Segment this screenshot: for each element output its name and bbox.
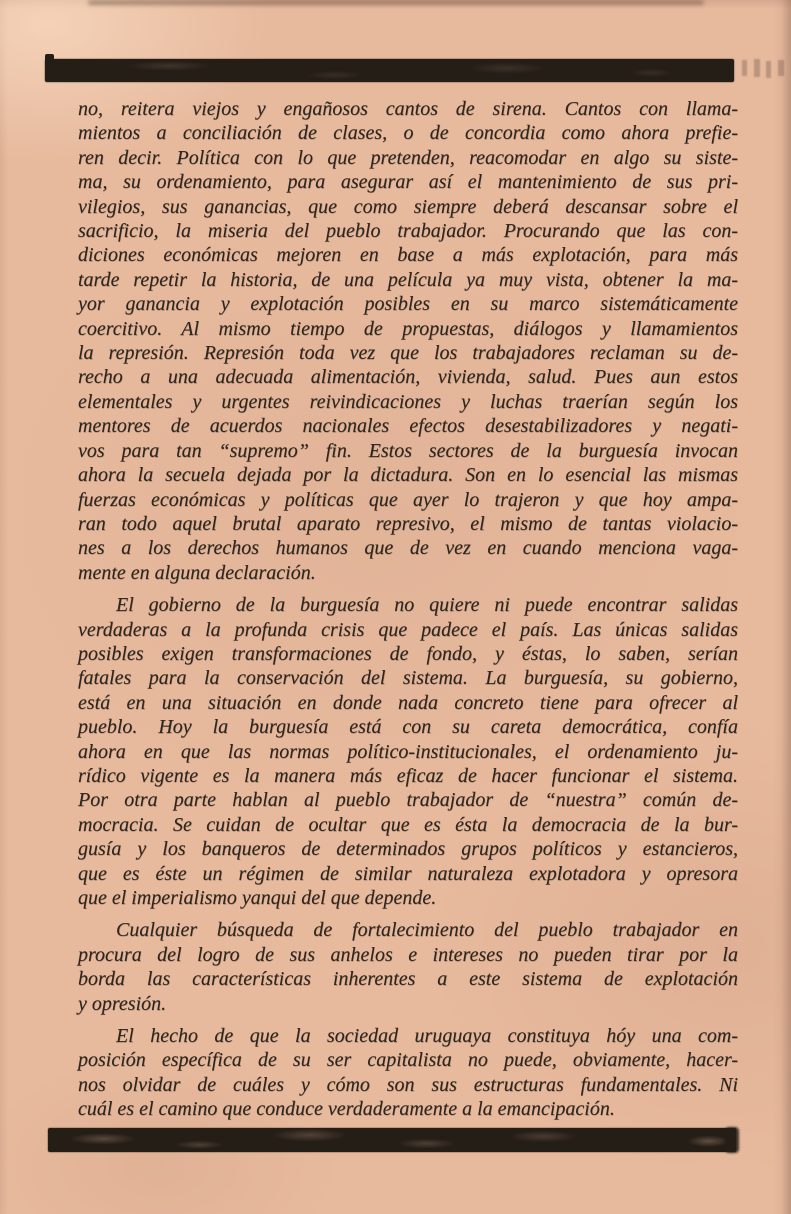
text-line: borda las características inherentes a este sistema de explotación [78,968,738,991]
text-line: yor ganancia y explotación posibles en su marco sistemáticamente [78,293,738,316]
paragraph [78,1024,738,1122]
text-line: fatales para la conservación del sistema. La burguesía, su gobierno, [78,667,738,690]
text-line: y opresión. [78,992,167,1015]
text-line: nes a los derechos humanos que de vez en cuando menciona vaga- [78,537,738,560]
text-block [78,97,738,1122]
text-line: nos olvidar de cuáles y cómo son sus estructuras fundamentales. Ni [78,1073,738,1096]
top-rule-bar [45,59,734,82]
text-line: fuerzas económicas y políticas que ayer lo trajeron y que hoy ampa- [78,488,738,511]
paragraph [78,918,738,1016]
text-line: ahora la secuela dejada por la dictadura. Son en lo esencial las mismas [78,464,738,487]
text-line: ahora en que las normas político-institucionales, el ordenamiento ju- [78,740,738,763]
text-line: mentores de acuerdos nacionales efectos desestabilizadores y negati- [78,415,738,438]
text-line: ren decir. Política con lo que pretenden, reacomodar en algo su siste- [78,146,738,169]
text-line: recho a una adecuada alimentación, vivienda, salud. Pues aun estos [78,366,738,389]
text-line: El gobierno de la burguesía no quiere ni puede encontrar salidas [116,594,738,617]
text-line: la represión. Represión toda vez que los trabajadores reclaman su de- [78,342,738,365]
text-line: gusía y los banqueros de determinados grupos políticos y estancieros, [78,838,738,861]
text-line: posición específica de su ser capitalista no puede, obviamente, hacer- [78,1049,738,1072]
text-line: vilegios, sus ganancias, que como siempre deberá descansar sobre el [78,195,738,218]
text-line: tarde repetir la historia, de una película ya muy vista, obtener la ma- [78,268,738,291]
text-line: sacrificio, la miseria del pueblo trabajador. Procurando que las con- [78,220,738,243]
text-line: mocracia. Se cuidan de ocultar que es ésta la democracia de la bur- [78,813,738,836]
text-line: Por otra parte hablan al pueblo trabajador de “nuestra” común de- [78,789,738,812]
text-line: que el imperialismo yanqui del que depende. [78,887,437,909]
text-line: ma, su ordenamiento, para asegurar así el mantenimiento de sus pri- [78,171,738,194]
text-line: Cualquier búsqueda de fortalecimiento del pueblo trabajador en [116,919,738,942]
bottom-rule-bar [48,1128,736,1152]
text-line: elementales y urgentes reivindicaciones y luchas traerían según los [78,390,738,413]
text-line: mente en alguna declaración. [78,561,316,584]
text-line: está en una situación en donde nada concreto tiene para ofrecer al [78,691,738,714]
text-line: posibles exigen transformaciones de fondo, y éstas, lo saben, serían [78,642,738,665]
text-line: que es éste un régimen de similar naturaleza explotadora y opresora [78,862,738,885]
text-line: El hecho de que la sociedad uruguaya constituya hóy una com- [116,1025,738,1048]
paragraph [78,97,738,585]
text-line: pueblo. Hoy la burguesía está con su careta democrática, confía [78,716,738,739]
paragraph [78,593,738,910]
text-line: procura del logro de sus anhelos e intereses no pueden tirar por la [78,943,738,966]
text-line: no, reitera viejos y engañosos cantos de sirena. Cantos con llama- [78,98,738,120]
bleedthrough-marks [740,56,786,86]
text-line: mientos a conciliación de clases, o de concordia como ahora prefie- [78,122,738,145]
text-line: rídico vigente es la manera más eficaz de hacer funcionar el sistema. [78,764,738,787]
text-line: vos para tan “supremo” fin. Estos sectores de la burguesía invocan [78,439,738,462]
text-line: cuál es el camino que conduce verdaderamente a la emancipación. [78,1098,615,1121]
scan-edge-smudge [88,0,704,5]
text-line: diciones económicas mejoren en base a más explotación, para más [78,244,738,267]
text-line: coercitivo. Al mismo tiempo de propuestas, diálogos y llamamientos [78,317,738,340]
text-line: verdaderas a la profunda crisis que padece el país. Las únicas salidas [78,618,738,641]
text-line: ran todo aquel brutal aparato represivo, el mismo de tantas violacio- [78,512,738,535]
